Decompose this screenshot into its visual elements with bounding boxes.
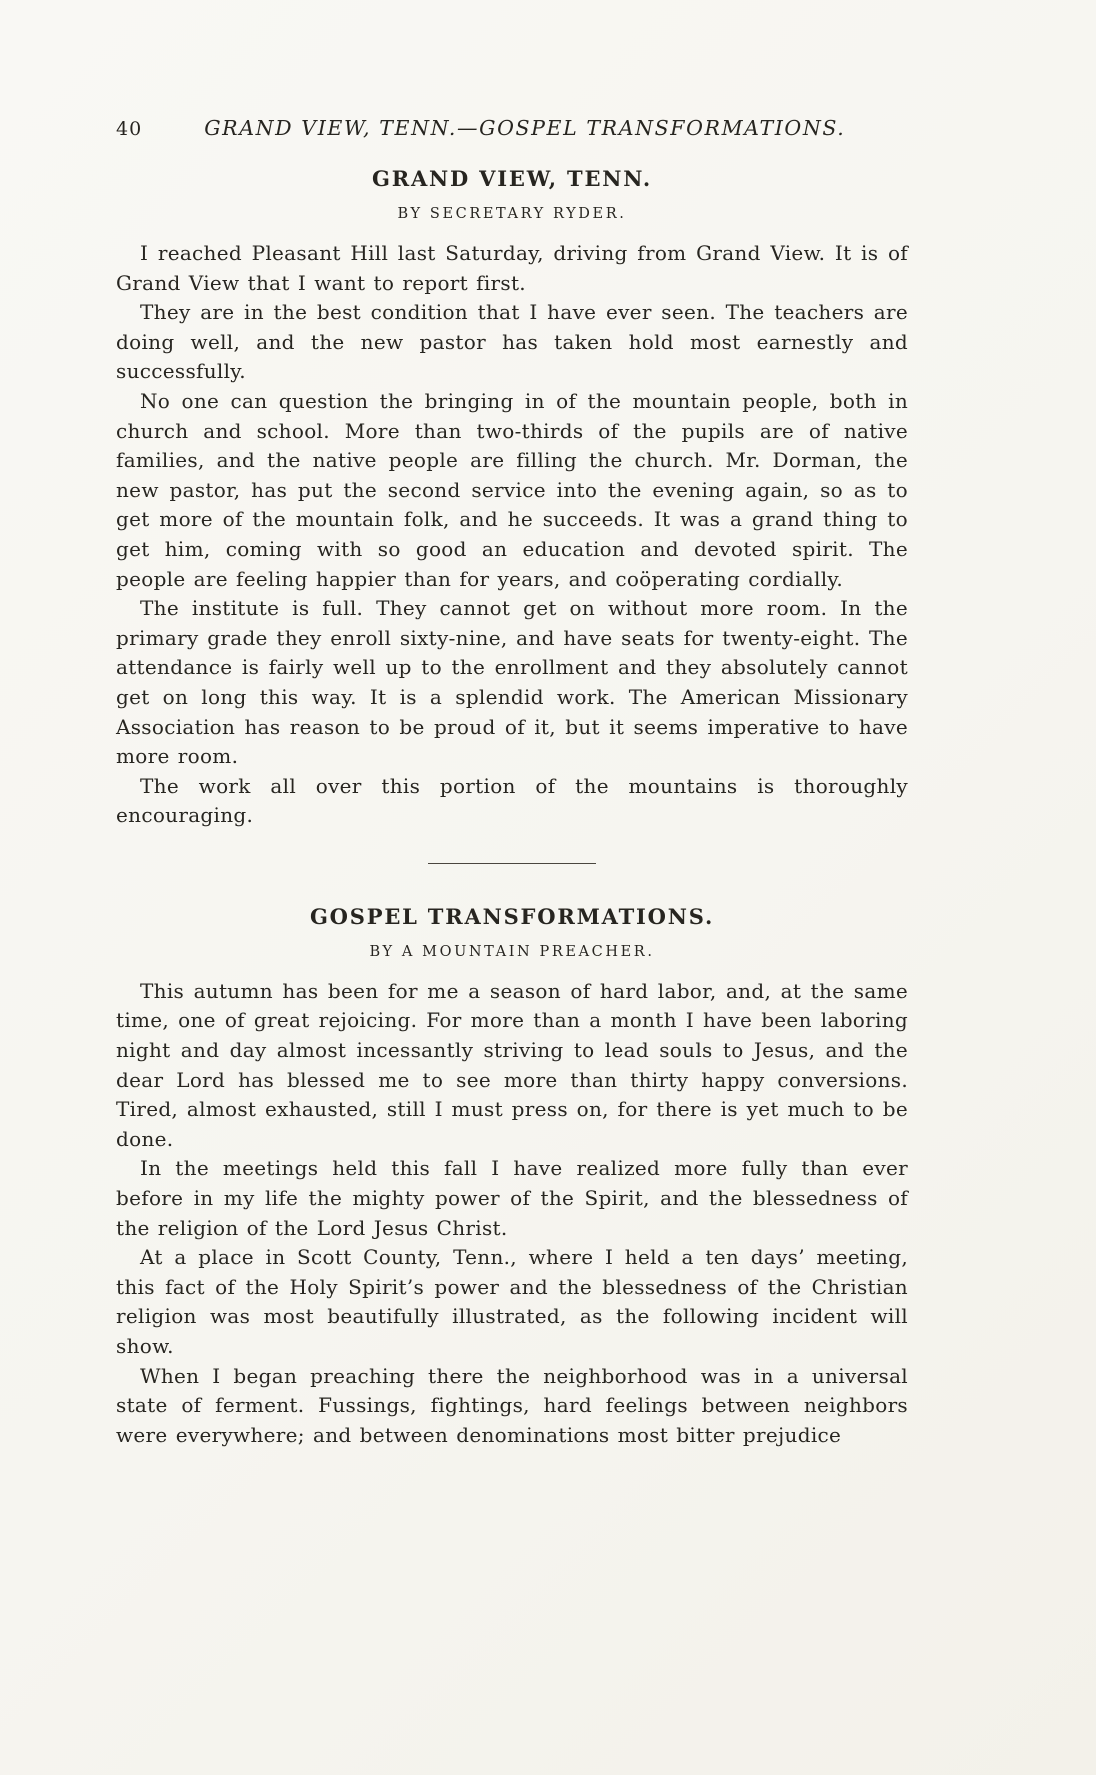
paragraph: They are in the best condition that I have ever seen. The teachers are doing well, and the new pastor has taken hold most earnestly and successfully.: [116, 300, 908, 384]
paragraph: This autumn has been for me a season of hard labor, and, at the same time, one of great rejoicing. For more than a month I have been laboring night and day almost incessantly striving to lead souls to Jesus, and the dear Lord has blessed me to see more than thirty happy conversions. Tired, almost exhausted, still I must press on, for there is yet much to be done.: [116, 978, 908, 1151]
article-gospel-transformations: [116, 904, 908, 1451]
paragraph: No one can question the bringing in of the mountain people, both in church and school. More than two-thirds of the pupils are of native families, and the native people are filling the church. Mr. Dorman, the new pastor, has put the second service into the evening again, so as to get more of the mountain folk, and he succeeds. It was a grand thing to get him, coming with so good an education and devoted spirit. The people are feeling happier than for years, and coöperating cordially.: [116, 388, 908, 591]
paragraph: The institute is full. They cannot get on without more room. In the primary grade they enroll sixty-nine, and have seats for twenty-eight. The attendance is fairly well up to the enrollment and they absolutely cannot get on long this way. It is a splendid work. The American Missionary Association has reason to be proud of it, but it seems imperative to have more room.: [116, 596, 908, 769]
running-head: [116, 116, 908, 140]
article-grand-view: [116, 166, 908, 831]
article-byline: BY A MOUNTAIN PREACHER.: [369, 943, 655, 960]
paragraph: I reached Pleasant Hill last Saturday, driving from Grand View. It is of Grand View that I want to report first.: [116, 241, 908, 295]
text-block: [116, 116, 908, 1450]
article-title: GRAND VIEW, TENN.: [371, 166, 653, 191]
paragraph: The work all over this portion of the mountains is thoroughly encouraging.: [116, 773, 908, 828]
paragraph: When I began preaching there the neighborhood was in a universal state of ferment. Fussings, fightings, hard feelings between neighbors were everywhere; and between denominations most bitter prejudice: [116, 1363, 908, 1447]
section-divider: [428, 863, 596, 864]
paragraph: In the meetings held this fall I have realized more fully than ever before in my life the mighty power of the Spirit, and the blessedness of the religion of the Lord Jesus Christ.: [116, 1156, 908, 1240]
article-title: GOSPEL TRANSFORMATIONS.: [309, 903, 715, 929]
paragraph: At a place in Scott County, Tenn., where I held a ten days’ meeting, this fact of the Holy Spirit’s power and the blessedness of the Christian religion was most beautifully illustrated, as the following incident will show.: [116, 1245, 908, 1358]
running-header-title: GRAND VIEW, TENN.—GOSPEL TRANSFORMATIONS.: [204, 116, 846, 140]
page-number: 40: [116, 118, 143, 140]
article-byline: BY SECRETARY RYDER.: [397, 206, 627, 222]
